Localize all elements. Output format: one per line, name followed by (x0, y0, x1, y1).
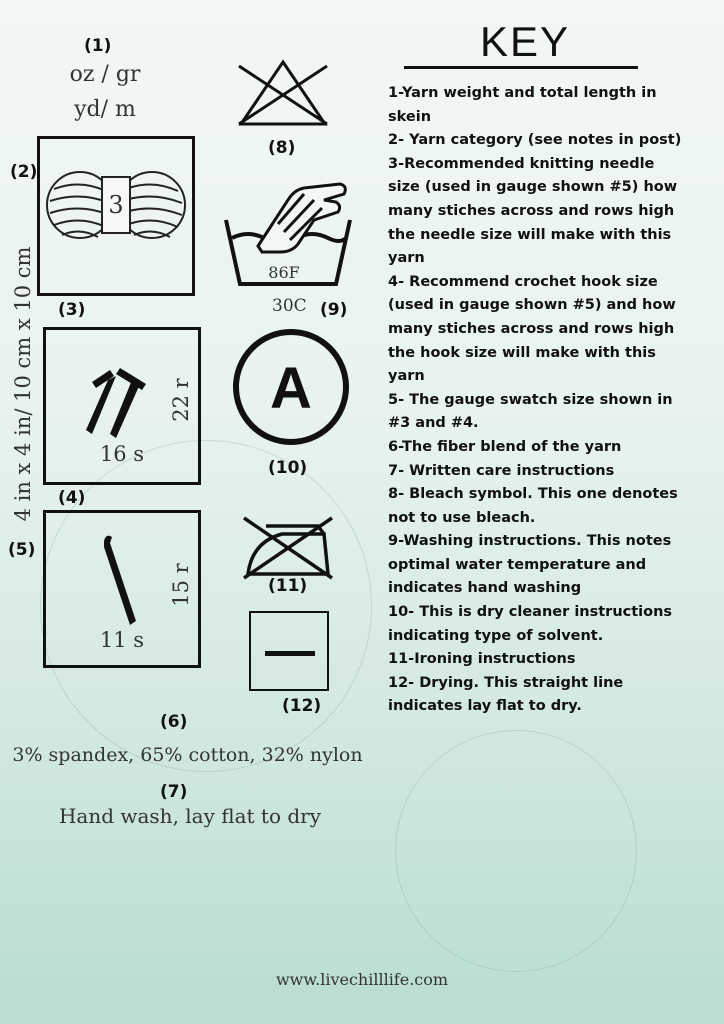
label-5: (5) (8, 540, 36, 560)
label-1: (1) (84, 36, 112, 56)
label-4: (4) (58, 488, 86, 508)
yarn-category-box (37, 136, 195, 296)
hand-wash-icon (218, 180, 358, 290)
flat-line (265, 651, 315, 656)
yarn-weight-units: oz / gr (69, 62, 141, 87)
fiber-blend: 3% spandex, 65% cotton, 32% nylon (12, 744, 363, 766)
care-instructions: Hand wash, lay flat to dry (58, 804, 322, 828)
no-bleach-icon (233, 58, 333, 128)
label-3: (3) (58, 300, 86, 320)
crochet-row-count: 15 r (169, 563, 193, 607)
key-title: KEY (480, 18, 571, 65)
key-item: 8- Bleach symbol. This one denotes not to use bleach. (388, 486, 678, 526)
key-item: 12- Drying. This straight line indicates lay flat to dry. (388, 674, 624, 715)
label-11: (11) (268, 576, 308, 596)
knit-row-count: 22 r (169, 378, 193, 422)
no-iron-icon (238, 512, 338, 582)
lay-flat-dry-icon (249, 611, 329, 691)
yarn-length-units: yd/ m (74, 97, 136, 122)
key-item: 5- The gauge swatch size shown in #3 and #4. (388, 391, 673, 432)
key-item: 1-Yarn weight and total length in skein (388, 85, 657, 125)
label-2: (2) (10, 162, 38, 182)
label-10: (10) (268, 458, 308, 478)
knitting-gauge-box (43, 327, 201, 485)
key-item: 10- This is dry cleaner instructions indicating type of solvent. (388, 604, 673, 644)
key-item: 7- Written care instructions (388, 462, 615, 479)
crochet-gauge-box (43, 510, 201, 668)
key-underline (404, 66, 638, 69)
key-item: 11-Ironing instructions (388, 651, 576, 668)
yarn-category-number: 3 (108, 191, 124, 219)
key-item: 3-Recommended knitting needle size (used in gauge shown #5) how many stiches across and rows high the needle size will make with this yarn (388, 155, 678, 267)
label-8: (8) (268, 138, 296, 158)
key-item: 9-Washing instructions. This notes optimal water temperature and indicates hand washing (388, 533, 672, 597)
wash-temp-c: 30C (272, 296, 307, 316)
dry-clean-icon (230, 326, 352, 448)
label-9: (9) (320, 300, 348, 320)
key-item: 4- Recommend crochet hook size (used in gauge shown #5) and how many stiches across and rows high the hook size will make with this yarn (388, 273, 676, 385)
label-7: (7) (160, 782, 188, 802)
footer-url[interactable]: www.livechilllife.com (275, 970, 449, 989)
key-item: 6-The fiber blend of the yarn (388, 438, 622, 455)
key-list (388, 82, 688, 719)
crochet-stitch-count: 11 s (99, 628, 145, 652)
knit-stitch-count: 16 s (99, 442, 145, 466)
wash-temp-f: 86F (268, 263, 300, 282)
watermark-circle (395, 730, 637, 972)
yarn-ball-icon (40, 139, 192, 293)
dry-clean-solvent-letter: A (270, 356, 312, 421)
key-item: 2- Yarn category (see notes in post) (388, 132, 682, 149)
swatch-size-label: 4 in x 4 in/ 10 cm x 10 cm (11, 246, 35, 522)
label-12: (12) (282, 696, 322, 716)
label-6: (6) (160, 712, 188, 732)
